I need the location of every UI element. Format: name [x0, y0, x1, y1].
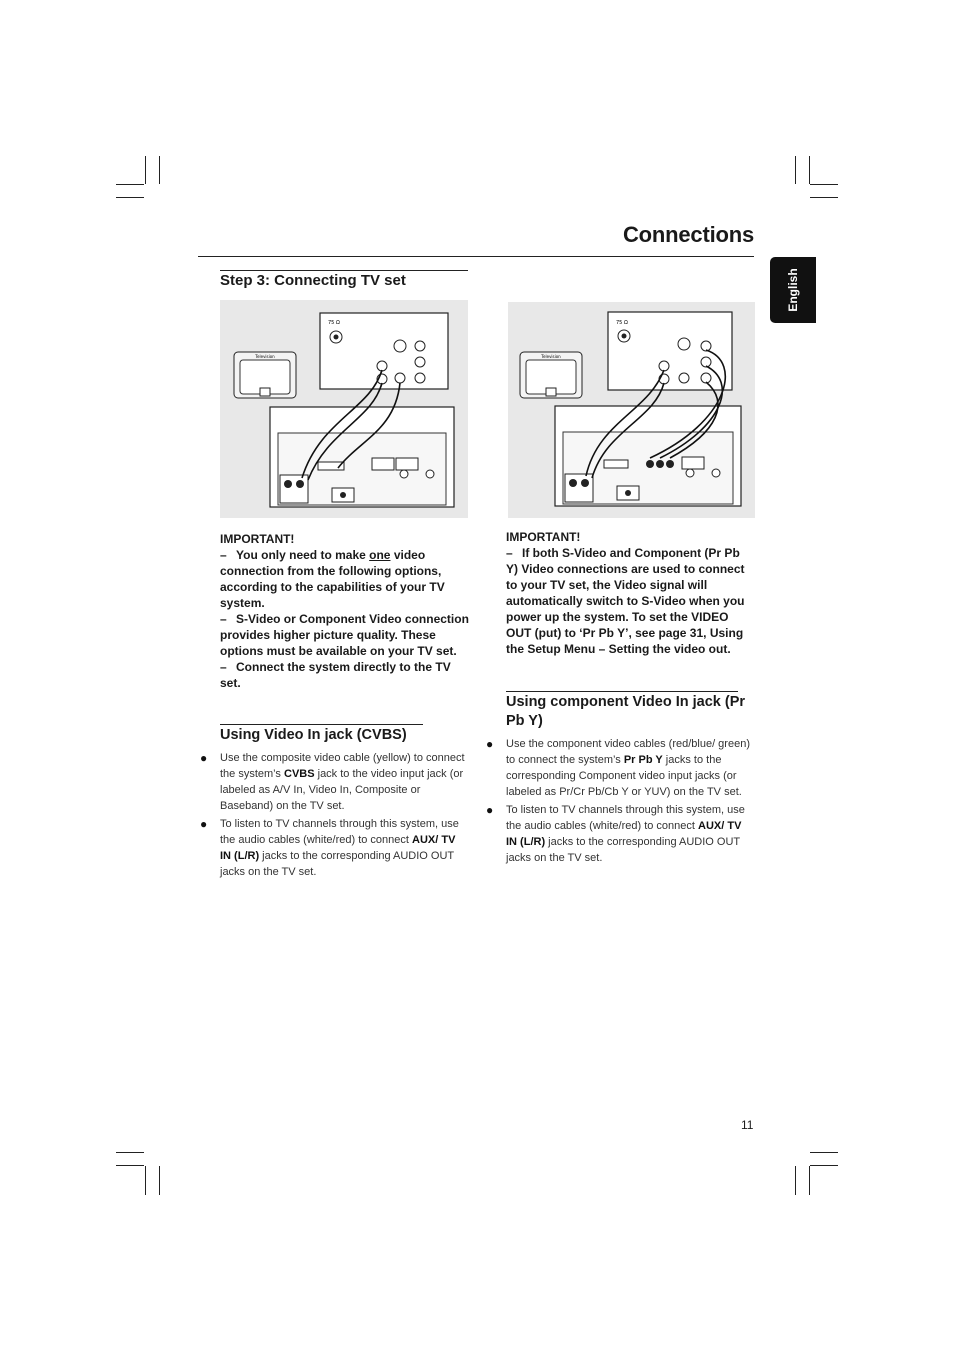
page-number: 11: [741, 1118, 754, 1132]
list-item: ● To listen to TV channels through this system, use the audio cables (white/red) to connect AUX/ TV IN (L/R) jacks to the corresponding AUDIO OUT jacks on the TV set.: [200, 817, 459, 878]
step-heading: Step 3: Connecting TV set: [220, 272, 406, 289]
important-title: IMPORTANT!: [220, 532, 295, 546]
tv-label: Television: [255, 354, 275, 359]
important-item: – Connect the system directly to the TV set.: [220, 660, 451, 690]
section-heading-component: Using component Video In jack (Pr Pb Y): [506, 694, 746, 729]
important-item: – S-Video or Component Video connection provides higher picture quality. These options must be available on your TV set.: [220, 612, 469, 658]
language-tab: English: [770, 257, 816, 323]
component-diagram-svg: [508, 302, 755, 518]
important-item: – You only need to make one video connection from the following options, according to the capabilities of your TV system.: [220, 548, 445, 610]
bullet-icon: ●: [200, 817, 208, 831]
important-note-left: [220, 531, 470, 691]
important-note-right: [506, 529, 754, 657]
tv-label: Television: [541, 354, 561, 359]
important-item: – If both S-Video and Component (Pr Pb Y) Video connections are used to connect to your TV set, the Video signal will automatically switch to S-Video when you power up the system. To set the VIDEO OUT (put) to ‘Pr Pb Y’, see page 31, Using the Setup Menu – Setting the video out.: [506, 546, 745, 656]
component-bullet-list: [486, 736, 754, 868]
section-heading-cvbs: Using Video In jack (CVBS): [220, 727, 407, 743]
list-item: ● Use the component video cables (red/blue/ green) to connect the system’s Pr Pb Y jacks to the corresponding Component video input jacks (or labeled as Pr/Cr Pb/Cb Y or YUV) on the TV set.: [486, 737, 750, 798]
section-divider: [220, 724, 423, 725]
list-item: ● Use the composite video cable (yellow) to connect the system’s CVBS jack to the video input jack (or labeled as A/V In, Video In, Composite or Baseband) on the TV set.: [200, 751, 465, 812]
bullet-icon: ●: [486, 737, 494, 751]
bullet-icon: ●: [200, 751, 208, 765]
step-divider: [220, 270, 468, 271]
title-divider: [198, 256, 754, 257]
section-divider: [506, 691, 738, 692]
page-title: Connections: [622, 222, 754, 247]
svg-text:75 Ω: 75 Ω: [616, 320, 628, 326]
component-connection-diagram: [508, 302, 755, 518]
important-title: IMPORTANT!: [506, 530, 581, 544]
svg-text:75 Ω: 75 Ω: [328, 320, 340, 326]
bullet-icon: ●: [486, 803, 494, 817]
cvbs-connection-diagram: [220, 300, 468, 518]
cvbs-diagram-svg: [220, 300, 468, 518]
cvbs-bullet-list: [200, 750, 468, 882]
list-item: ● To listen to TV channels through this system, use the audio cables (white/red) to connect AUX/ TV IN (L/R) jacks to the corresponding AUDIO OUT jacks on the TV set.: [486, 803, 745, 864]
